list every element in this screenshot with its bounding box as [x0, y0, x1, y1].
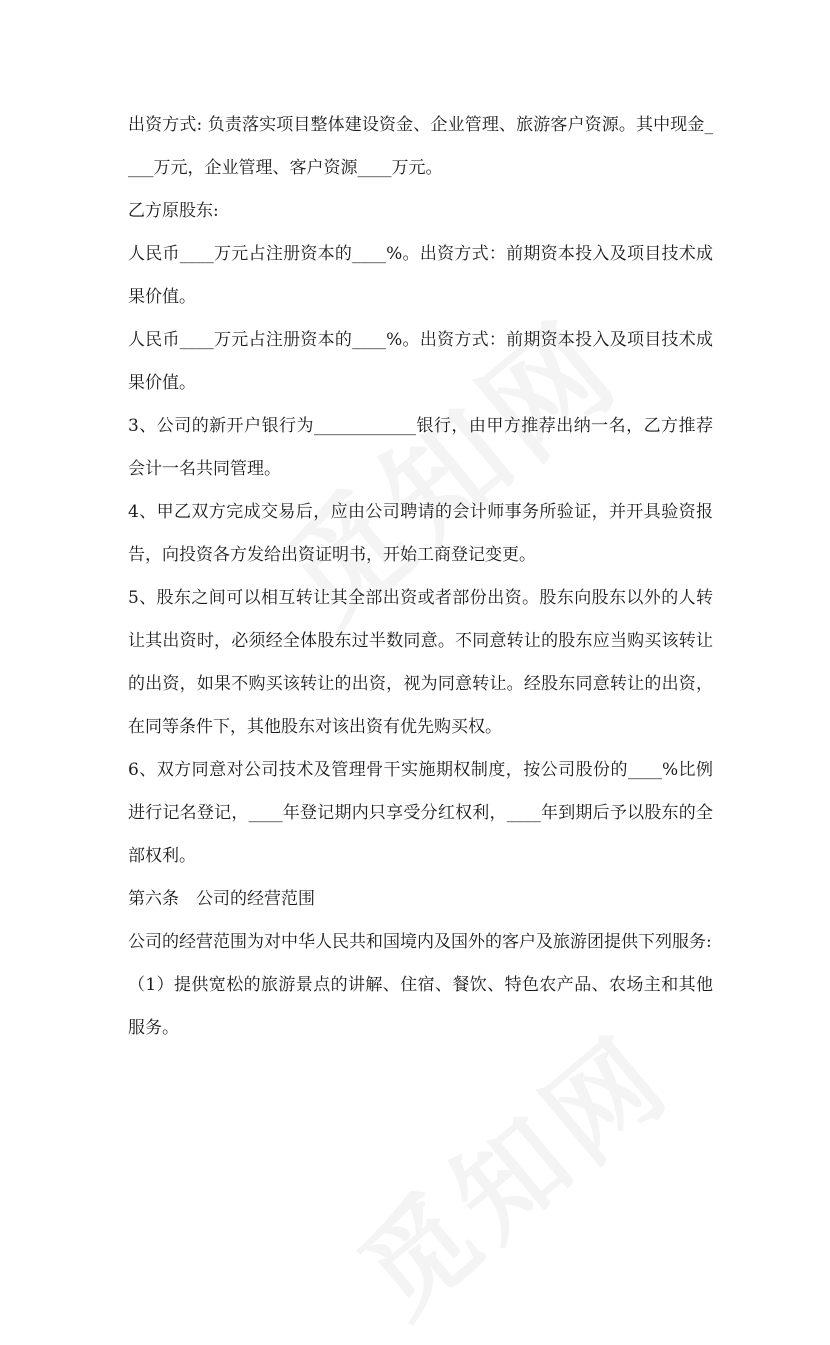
paragraph-business-scope: 公司的经营范围为对中华人民共和国境内及国外的客户及旅游团提供下列服务:: [128, 932, 712, 952]
paragraph-clause-5: 5、股东之间可以相互转让其全部出资或者部份出资。股东向股东以外的人转让其出资时，必须经全体股东过半数同意。不同意转让的股东应当购买该转让的出资，如果不购买该转让的出资，视为同意转让。经股东同意转让的出资，在同等条件下，其他股东对该出资有优先购买权。: [128, 588, 713, 737]
paragraph-rmb-share-1: 人民币____万元占注册资本的____%。出资方式：前期资本投入及项目技术成果价值。: [128, 244, 713, 307]
document-body: [128, 104, 713, 1050]
section-heading-article-6: 第六条 公司的经营范围: [128, 889, 315, 909]
paragraph-service-item-1: （1）提供宽松的旅游景点的讲解、住宿、餐饮、特色农产品、农场主和其他服务。: [128, 975, 713, 1038]
paragraph-capital-method: 出资方式: 负责落实项目整体建设资金、企业管理、旅游客户资源。其中现金____万元，企业管理、客户资源____万元。: [128, 115, 713, 178]
paragraph-party-b-heading: 乙方原股东:: [128, 201, 219, 221]
paragraph-rmb-share-2: 人民币____万元占注册资本的____%。出资方式：前期资本投入及项目技术成果价值。: [128, 330, 713, 393]
paragraph-clause-3: 3、公司的新开户银行为____________银行，由甲方推荐出纳一名，乙方推荐会计一名共同管理。: [128, 416, 713, 479]
paragraph-clause-6: 6、双方同意对公司技术及管理骨干实施期权制度，按公司股份的____%比例进行记名登记，____年登记期内只享受分红权利，____年到期后予以股东的全部权利。: [128, 760, 713, 866]
paragraph-clause-4: 4、甲乙双方完成交易后，应由公司聘请的会计师事务所验证，并开具验资报告，向投资各方发给出资证明书，开始工商登记变更。: [128, 502, 713, 565]
